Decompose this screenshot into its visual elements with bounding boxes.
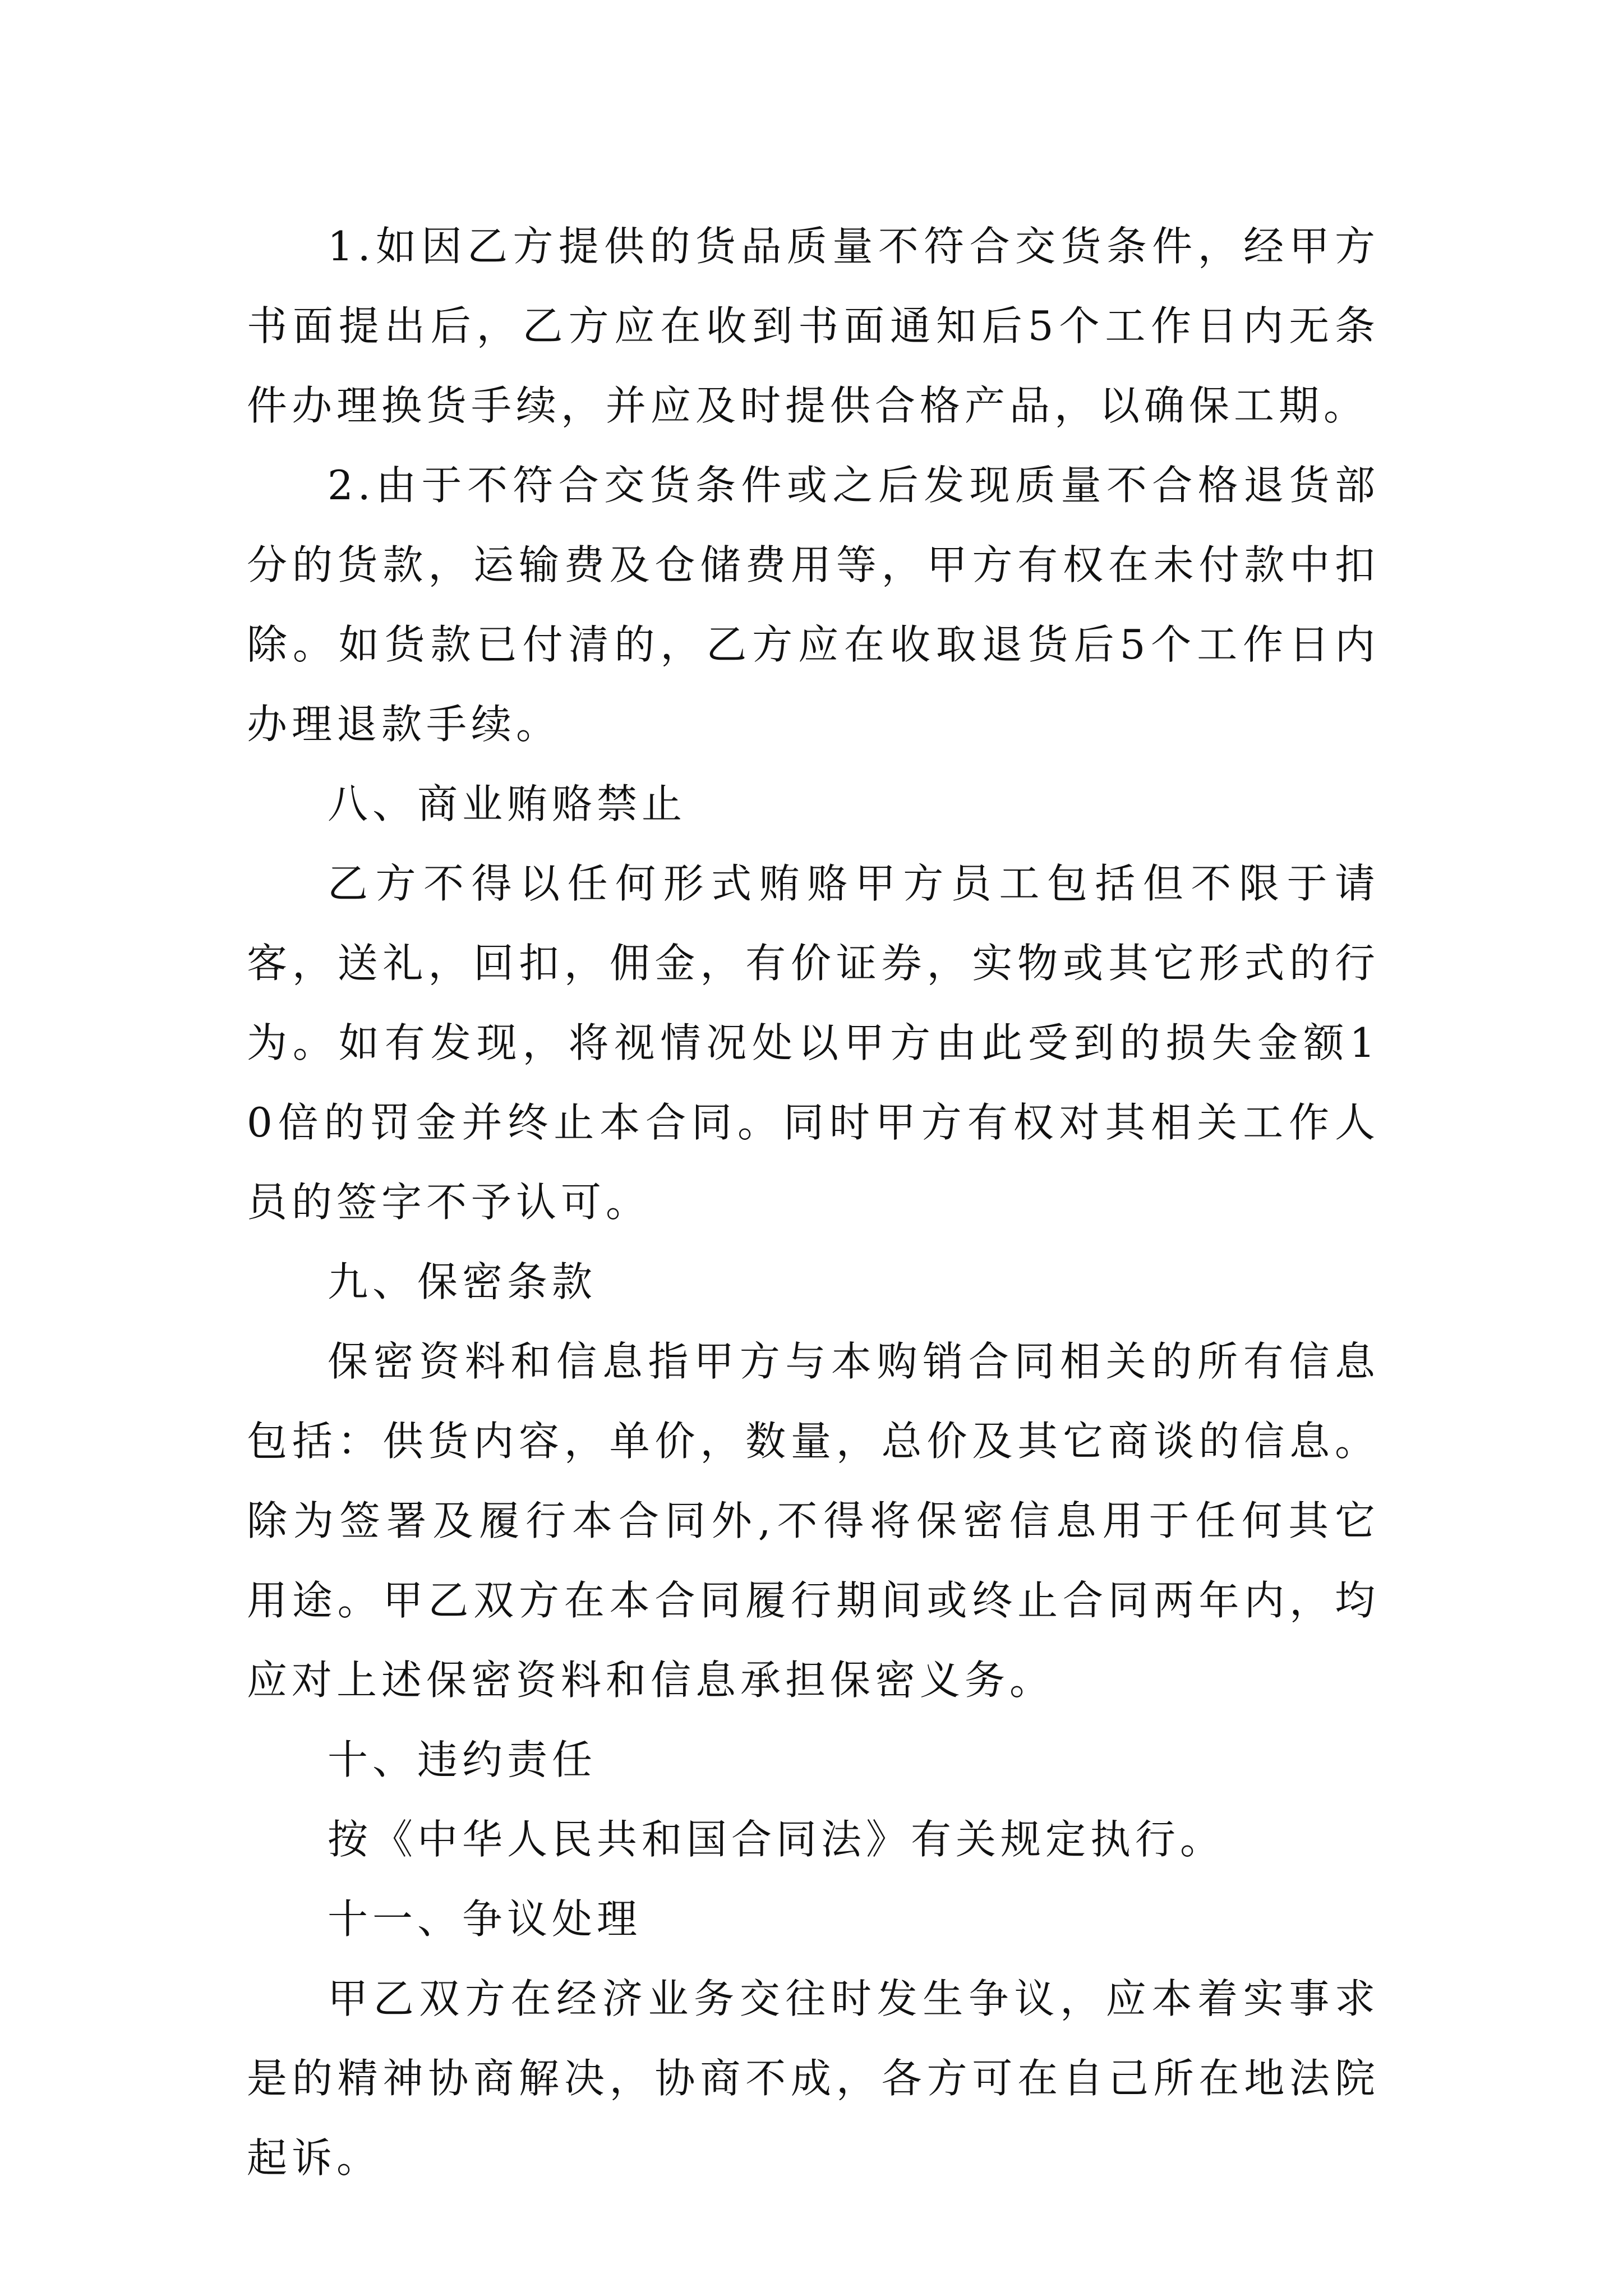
section-heading-commercial-bribery: 八、商业贿赂禁止 (328, 780, 687, 827)
document-body (247, 206, 1380, 2198)
clause-dispute-resolution: 甲乙双方在经济业务交往时发生争议，应本着实事求是的精神协商解决，协商不成，各方可在自己所在地法院起诉。 (247, 1975, 1380, 2182)
section-heading-dispute-resolution: 十一、争议处理 (328, 1895, 642, 1943)
clause-commercial-bribery: 乙方不得以任何形式贿赂甲方员工包括但不限于请客，送礼，回扣，佣金，有价证券，实物或其它形式的行为。如有发现，将视情况处以甲方由此受到的损失金额10倍的罚金并终止本合同。同时甲方有权对其相关工作人员的签字不予认可。 (247, 860, 1380, 1226)
clause-7-item-2: 2.由于不符合交货条件或之后发现质量不合格退货部分的货款，运输费及仓储费用等，甲方有权在未付款中扣除。如货款已付清的，乙方应在收取退货后5个工作日内办理退款手续。 (247, 462, 1380, 748)
clause-breach-liability: 按《中华人民共和国合同法》有关规定执行。 (328, 1816, 1225, 1863)
clause-confidentiality: 保密资料和信息指甲方与本购销合同相关的所有信息包括：供货内容，单价，数量，总价及其它商谈的信息。除为签署及履行本合同外,不得将保密信息用于任何其它用途。甲乙双方在本合同履行期间或终止合同两年内，均应对上述保密资料和信息承担保密义务。 (247, 1338, 1380, 1704)
clause-7-item-1: 1.如因乙方提供的货品质量不符合交货条件，经甲方书面提出后，乙方应在收到书面通知后5个工作日内无条件办理换货手续，并应及时提供合格产品，以确保工期。 (247, 223, 1380, 429)
section-heading-confidentiality: 九、保密条款 (328, 1258, 597, 1305)
section-heading-breach-liability: 十、违约责任 (328, 1736, 597, 1783)
